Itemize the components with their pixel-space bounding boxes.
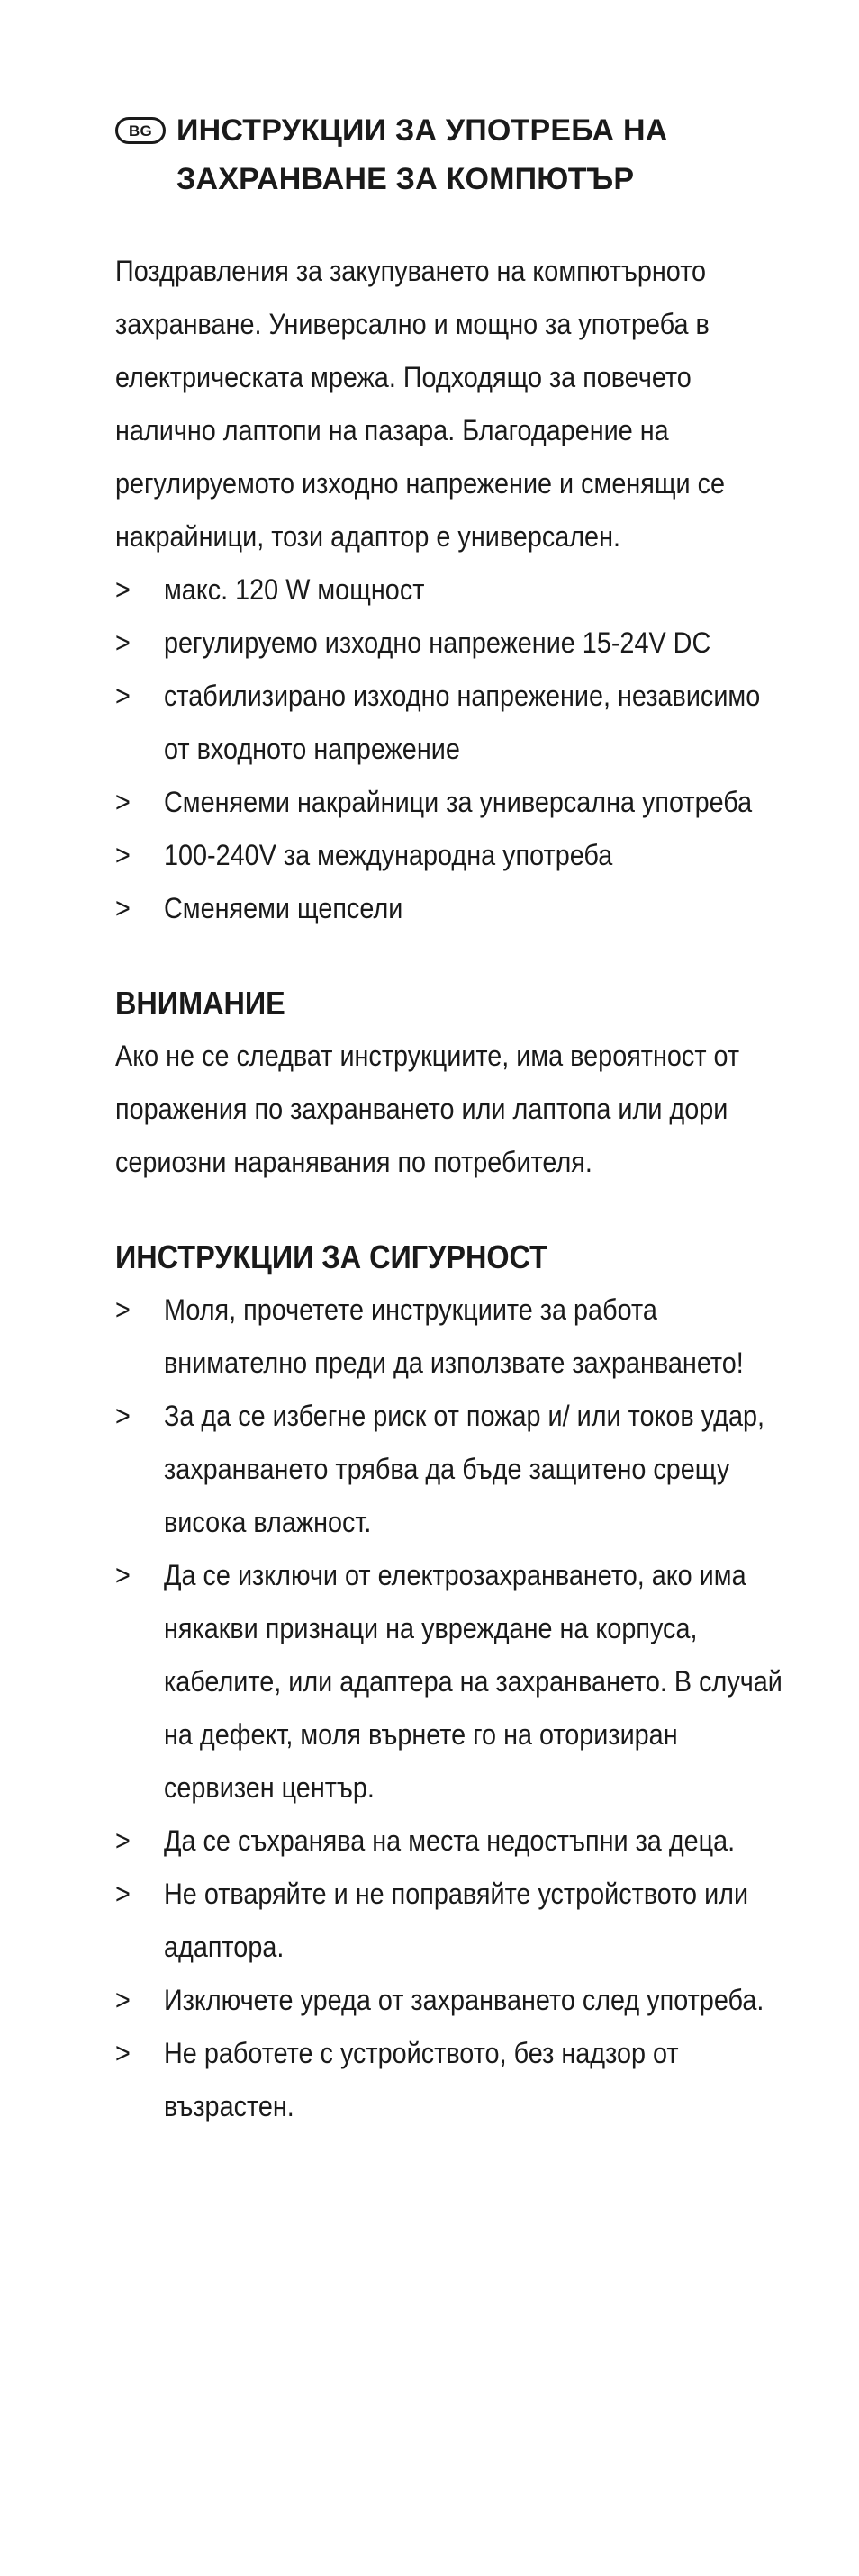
safety-item-text: Не отваряйте и не поправяйте устройството или адаптора. <box>164 1878 749 1963</box>
feature-item-text: макс. 120 W мощност <box>164 573 425 606</box>
bullet-marker: > <box>115 1824 131 1857</box>
page-title <box>115 106 778 203</box>
safety-item-text: За да се избегне риск от пожар и/ или токов удар, захранването трябва да бъде защитено срещу висока влажност. <box>164 1400 764 1538</box>
bullet-marker: > <box>115 680 131 712</box>
safety-item-text: Изключете уреда от захранването след употреба. <box>164 1984 764 2016</box>
bullet-marker: > <box>115 2037 131 2069</box>
warning-heading: ВНИМАНИЕ <box>115 985 285 1022</box>
safety-item <box>115 1549 783 1815</box>
safety-item <box>115 1390 783 1549</box>
feature-item <box>115 563 783 617</box>
intro-paragraph: Поздравления за закупуването на компютърното захранване. Универсално и мощно за употреба в електрическата мрежа. Подходящо за повечето налично лаптопи на пазара. Благодарение на регулируемото изходно напрежение и сменящи се накрайници, този адаптор е универсален. <box>115 255 726 553</box>
feature-item-text: Сменяеми накрайници за универсална употреба <box>164 786 753 818</box>
safety-item <box>115 1868 783 1974</box>
safety-item <box>115 1283 783 1390</box>
bullet-marker: > <box>115 1400 131 1432</box>
bullet-marker: > <box>115 839 131 871</box>
feature-item <box>115 776 783 829</box>
feature-item-text: регулируемо изходно напрежение 15-24V DC <box>164 626 711 659</box>
bullet-marker: > <box>115 1559 131 1591</box>
feature-item <box>115 670 783 776</box>
safety-item-text: Не работете с устройството, без надзор от възрастен. <box>164 2037 679 2122</box>
bullet-marker: > <box>115 1293 131 1326</box>
feature-item-text: 100-240V за международна употреба <box>164 839 613 871</box>
bullet-marker: > <box>115 1984 131 2016</box>
feature-item <box>115 617 783 670</box>
safety-item-text: Моля, прочетете инструкциите за работа внимателно преди да използвате захранването! <box>164 1293 744 1379</box>
bullet-marker: > <box>115 786 131 818</box>
bullet-marker: > <box>115 626 131 659</box>
safety-item <box>115 2027 783 2133</box>
feature-item <box>115 829 783 882</box>
safety-item-text: Да се съхранява на места недостъпни за деца. <box>164 1824 736 1857</box>
language-badge: BG <box>115 117 166 144</box>
safety-item <box>115 1815 783 1868</box>
bullet-marker: > <box>115 573 131 606</box>
feature-item-text: Сменяеми щепсели <box>164 892 403 924</box>
safety-list <box>115 1283 783 2133</box>
safety-item <box>115 1974 783 2027</box>
feature-item-text: стабилизирано изходно напрежение, независимо от входното напрежение <box>164 680 761 765</box>
bullet-marker: > <box>115 1878 131 1910</box>
safety-item-text: Да се изключи от електрозахранването, ако има някакви признаци на увреждане на корпуса, кабелите, или адаптера на захранването. В случай на дефект, моля върнете го на оторизиран сервизен център. <box>164 1559 782 1804</box>
page-title-text: ИНСТРУКЦИИ ЗА УПОТРЕБА НА ЗАХРАНВАНЕ ЗА КОМПЮТЪР <box>176 113 668 196</box>
feature-item <box>115 882 783 935</box>
feature-list <box>115 563 783 935</box>
safety-heading: ИНСТРУКЦИИ ЗА СИГУРНОСТ <box>115 1238 547 1275</box>
warning-paragraph: Ако не се следват инструкциите, има вероятност от поражения по захранването или лаптопа или дори сериозни наранявания по потребителя. <box>115 1040 740 1178</box>
bullet-marker: > <box>115 892 131 924</box>
